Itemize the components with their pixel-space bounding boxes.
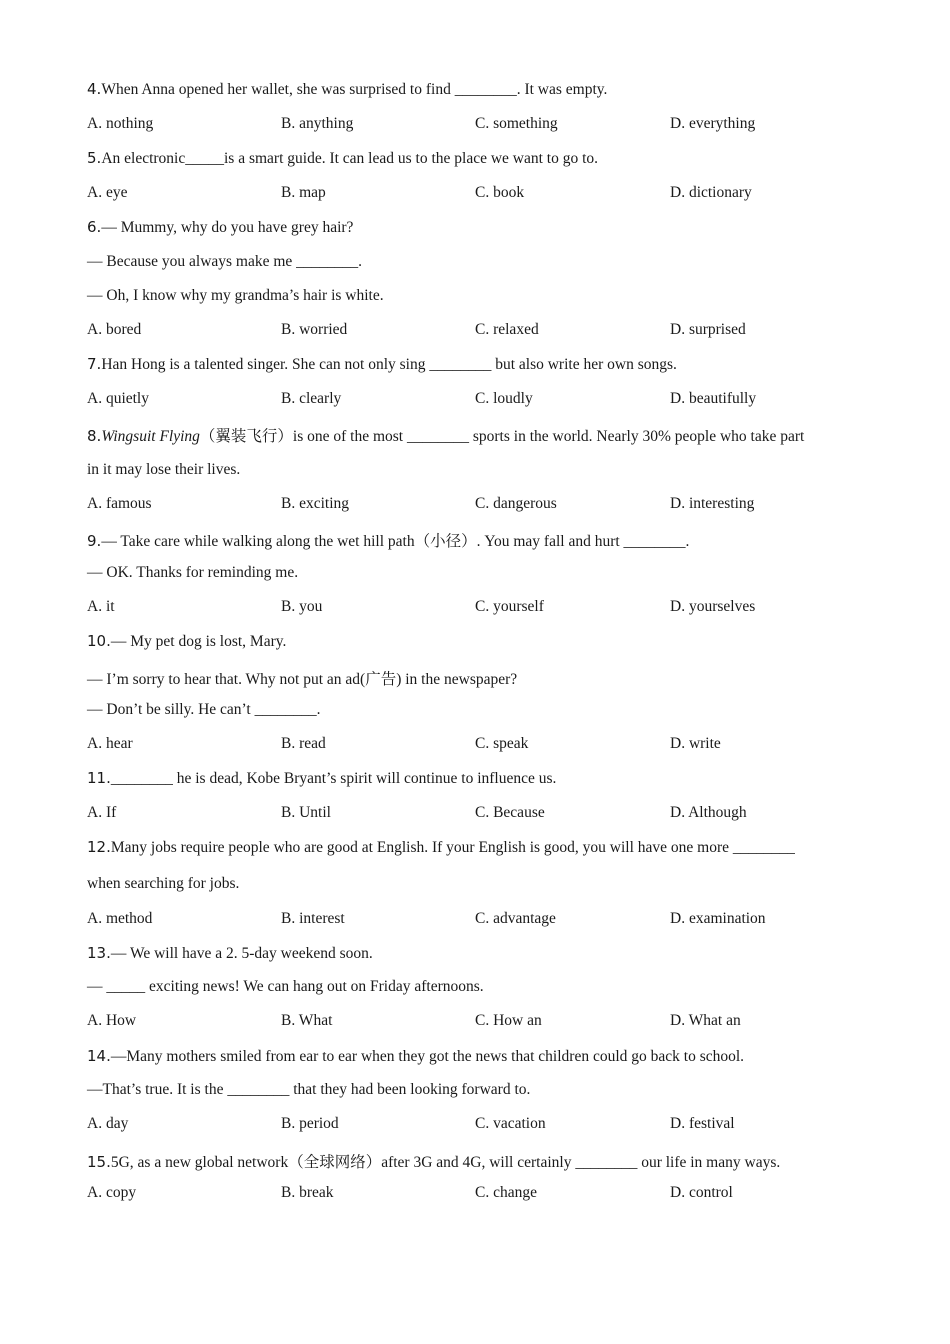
option-d[interactable]: D. examination [670, 910, 766, 927]
question-number: 15. [87, 1153, 111, 1171]
question-italic-term: Wingsuit Flying [101, 428, 200, 445]
question-text: Han Hong is a talented singer. She can not only sing ________ but also write her own songs. [101, 356, 677, 373]
question-4-options [87, 115, 887, 137]
option-c[interactable]: C. advantage [475, 910, 556, 927]
question-number: 7. [87, 355, 102, 373]
option-d[interactable]: D. yourselves [670, 598, 756, 615]
question-text: An electronic_____is a smart guide. It can lead us to the place we want to go to. [101, 150, 599, 167]
question-number: 9. [87, 532, 102, 550]
option-b[interactable]: B. What [281, 1012, 333, 1029]
question-11-stem [87, 769, 556, 788]
option-b[interactable]: B. exciting [281, 495, 350, 512]
question-text: ________ he is dead, Kobe Bryant’s spirit will continue to influence us. [110, 770, 557, 787]
question-number: 12. [87, 838, 111, 856]
option-d[interactable]: D. festival [670, 1115, 735, 1132]
option-b[interactable]: B. period [281, 1115, 339, 1132]
option-b[interactable]: B. anything [281, 115, 354, 132]
option-d[interactable]: D. dictionary [670, 184, 752, 201]
question-12-line-2: when searching for jobs. [87, 875, 240, 892]
question-number: 6. [87, 218, 102, 236]
question-number: 11. [87, 769, 111, 787]
option-a[interactable]: A. If [87, 804, 117, 821]
option-d[interactable]: D. Although [670, 804, 747, 821]
question-10-options [87, 735, 887, 757]
question-text: — We will have a 2. 5-day weekend soon. [110, 945, 373, 962]
question-6-options [87, 321, 887, 343]
question-text: 5G, as a new global network（全球网络）after 3G and 4G, will certainly ________ our life in many ways. [110, 1154, 781, 1171]
option-c[interactable]: C. loudly [475, 390, 533, 407]
option-d[interactable]: D. interesting [670, 495, 755, 512]
question-9-options [87, 598, 887, 620]
option-b[interactable]: B. you [281, 598, 323, 615]
question-number: 13. [87, 944, 111, 962]
question-14-options [87, 1115, 887, 1137]
option-c[interactable]: C. book [475, 184, 525, 201]
question-number: 14. [87, 1047, 111, 1065]
question-9-stem [87, 529, 689, 551]
option-a[interactable]: A. it [87, 598, 115, 615]
question-text: When Anna opened her wallet, she was surprised to find ________. It was empty. [101, 81, 608, 98]
question-10-line-2: — I’m sorry to hear that. Why not put an ad(广告) in the newspaper? [87, 671, 518, 688]
question-number: 4. [87, 80, 102, 98]
option-b[interactable]: B. clearly [281, 390, 342, 407]
question-15-options [87, 1184, 887, 1206]
question-7-options [87, 390, 887, 412]
question-text: （翼装飞行）is one of the most ________ sports in the world. Nearly 30% people who take part [199, 428, 805, 445]
question-14-line-2: —That’s true. It is the ________ that they had been looking forward to. [87, 1081, 531, 1098]
option-b[interactable]: B. map [281, 184, 326, 201]
question-text: — Mummy, why do you have grey hair? [101, 219, 354, 236]
question-number: 5. [87, 149, 102, 167]
question-15-stem [87, 1150, 780, 1172]
option-a[interactable]: A. nothing [87, 115, 154, 132]
option-a[interactable]: A. famous [87, 495, 152, 512]
option-a[interactable]: A. eye [87, 184, 128, 201]
option-c[interactable]: C. vacation [475, 1115, 546, 1132]
option-d[interactable]: D. control [670, 1184, 733, 1201]
question-12-stem [87, 838, 795, 857]
option-a[interactable]: A. bored [87, 321, 142, 338]
question-14-stem [87, 1047, 744, 1066]
question-8-line-2: in it may lose their lives. [87, 461, 241, 478]
question-6-line-3: — Oh, I know why my grandma’s hair is white. [87, 287, 384, 304]
option-c[interactable]: C. yourself [475, 598, 544, 615]
option-a[interactable]: A. copy [87, 1184, 137, 1201]
question-6-stem [87, 218, 353, 237]
question-9-line-2: — OK. Thanks for reminding me. [87, 564, 299, 581]
question-12-options [87, 910, 887, 932]
option-a[interactable]: A. day [87, 1115, 129, 1132]
question-text: — Take care while walking along the wet hill path（小径）. You may fall and hurt ________. [101, 533, 690, 550]
question-text: Many jobs require people who are good at English. If your English is good, you will have one more ________ [110, 839, 795, 856]
option-c[interactable]: C. dangerous [475, 495, 557, 512]
question-8-options [87, 495, 887, 517]
option-b[interactable]: B. interest [281, 910, 345, 927]
option-a[interactable]: A. method [87, 910, 153, 927]
option-b[interactable]: B. read [281, 735, 326, 752]
option-c[interactable]: C. How an [475, 1012, 542, 1029]
question-text: —Many mothers smiled from ear to ear when they got the news that children could go back to school. [110, 1048, 745, 1065]
option-b[interactable]: B. worried [281, 321, 348, 338]
option-c[interactable]: C. something [475, 115, 558, 132]
question-8-stem [87, 424, 804, 446]
option-a[interactable]: A. quietly [87, 390, 149, 407]
option-d[interactable]: D. What an [670, 1012, 741, 1029]
option-d[interactable]: D. write [670, 735, 721, 752]
question-number: 10. [87, 632, 111, 650]
option-b[interactable]: B. Until [281, 804, 331, 821]
question-13-line-2: — _____ exciting news! We can hang out on Friday afternoons. [87, 978, 484, 995]
option-d[interactable]: D. surprised [670, 321, 746, 338]
question-5-stem [87, 149, 598, 168]
question-7-stem [87, 355, 677, 374]
question-number: 8. [87, 427, 102, 445]
option-c[interactable]: C. relaxed [475, 321, 539, 338]
question-11-options [87, 804, 887, 826]
question-4-stem [87, 80, 607, 99]
question-5-options [87, 184, 887, 206]
question-text: — My pet dog is lost, Mary. [110, 633, 287, 650]
option-c[interactable]: C. Because [475, 804, 545, 821]
option-a[interactable]: A. hear [87, 735, 133, 752]
option-b[interactable]: B. break [281, 1184, 334, 1201]
option-d[interactable]: D. everything [670, 115, 756, 132]
question-6-line-2: — Because you always make me ________. [87, 253, 363, 270]
option-d[interactable]: D. beautifully [670, 390, 757, 407]
option-c[interactable]: C. speak [475, 735, 529, 752]
option-c[interactable]: C. change [475, 1184, 537, 1201]
question-13-options [87, 1012, 887, 1034]
question-10-stem [87, 632, 286, 651]
option-a[interactable]: A. How [87, 1012, 137, 1029]
question-13-stem [87, 944, 373, 963]
question-10-line-3: — Don’t be silly. He can’t ________. [87, 701, 321, 718]
